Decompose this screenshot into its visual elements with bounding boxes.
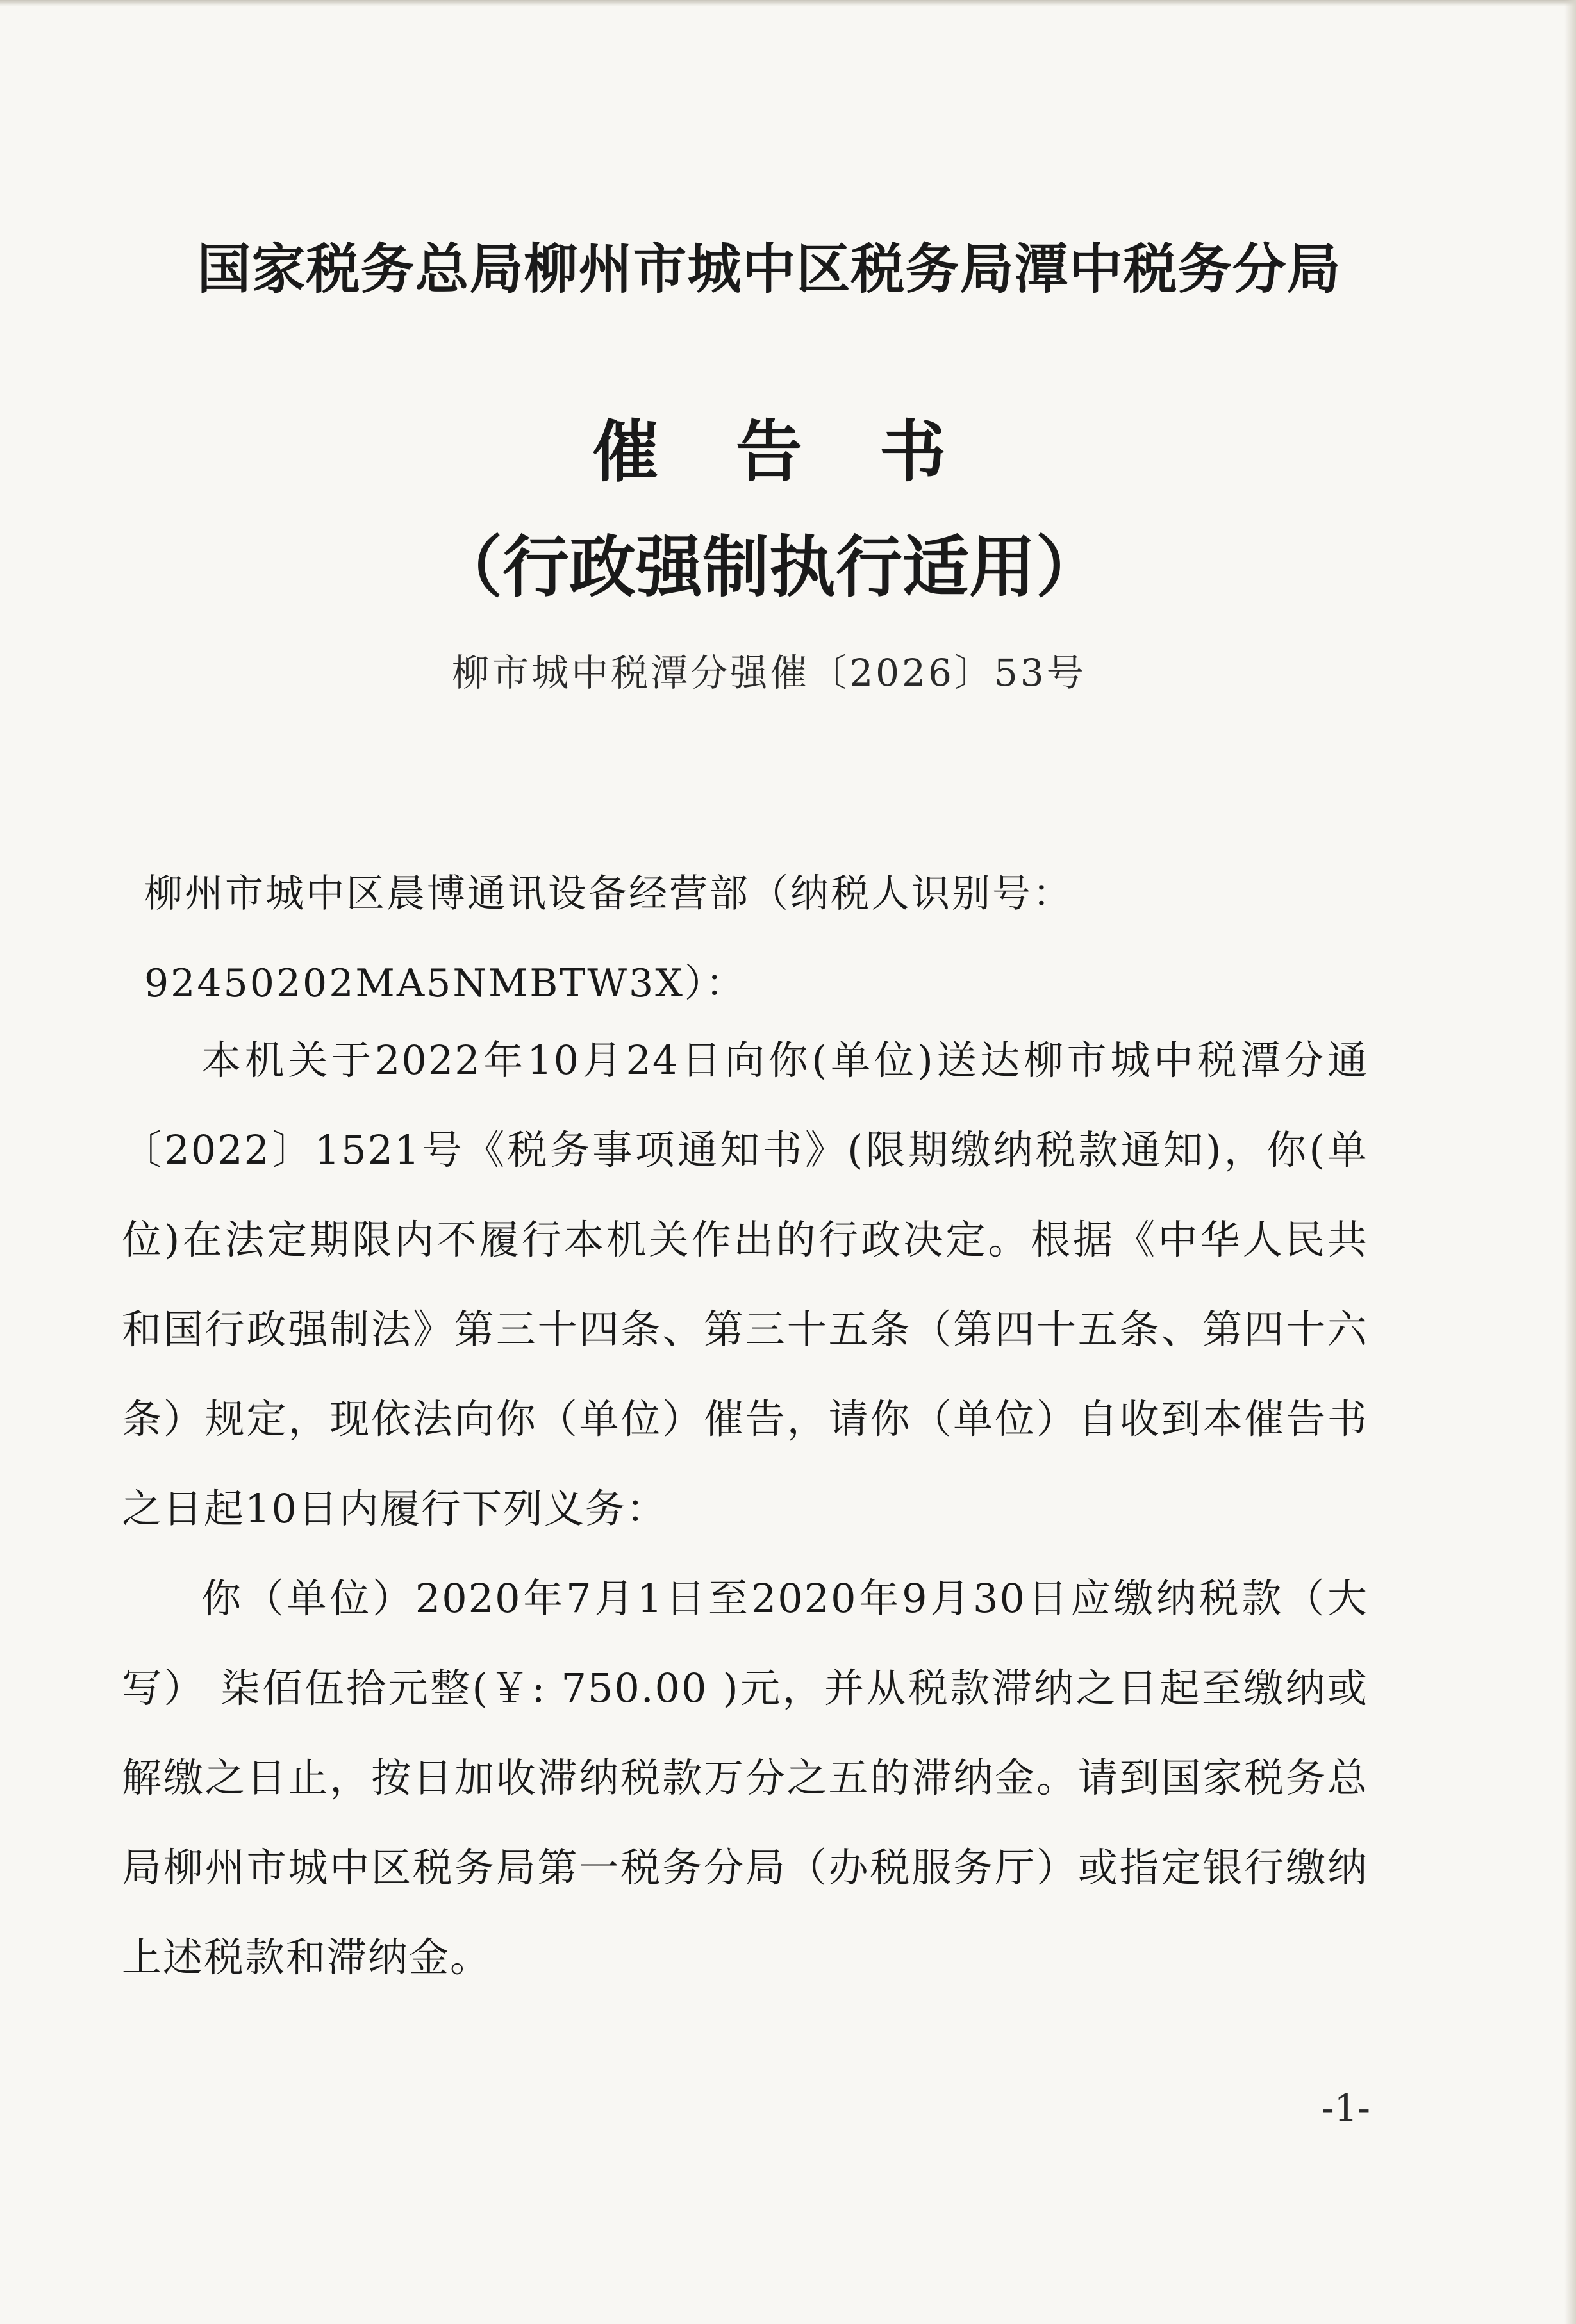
document-body [122,1016,1368,2002]
issuing-authority-title: 国家税务总局柳州市城中区税务局潭中税务分局 [197,238,1341,301]
paper-edge-right [1564,0,1576,2324]
addressee: 柳州市城中区晨博通讯设备经营部（纳税人识别号：92450202MA5NMBTW3X）： [144,871,1073,1006]
page-number: -1- [1321,2086,1371,2130]
document-number: 柳市城中税潭分强催〔2026〕53号 [452,651,1086,695]
body-paragraph-1: 本机关于2022年10月24日向你(单位)送达柳市城中税潭分通〔2022〕1521号《税务事项通知书》(限期缴纳税款通知)，你(单位)在法定期限内不履行本机关作出的行政决定。根据《中华人民共和国行政强制法》第三十四条、第三十五条（第四十五条、第四十六条）规定，现依法向你（单位）催告，请你（单位）自收到本催告书之日起10日内履行下列义务： [122,1037,1368,1532]
document-type-title: 催告书 [592,413,1023,491]
document-subtitle: （行政强制执行适用） [435,528,1102,606]
body-paragraph-2: 你（单位）2020年7月1日至2020年9月30日应缴纳税款（大写） 柒佰伍拾元整(￥: 750.00 )元，并从税款滞纳之日起至缴纳或解缴之日止，按日加收滞纳税款万分之五的滞纳金。请到国家税务总局柳州市城中区税务局第一税务分局（办税服务厅）或指定银行缴纳上述税款和滞纳金。 [122,1575,1368,1981]
paper-edge-top [0,0,1576,6]
